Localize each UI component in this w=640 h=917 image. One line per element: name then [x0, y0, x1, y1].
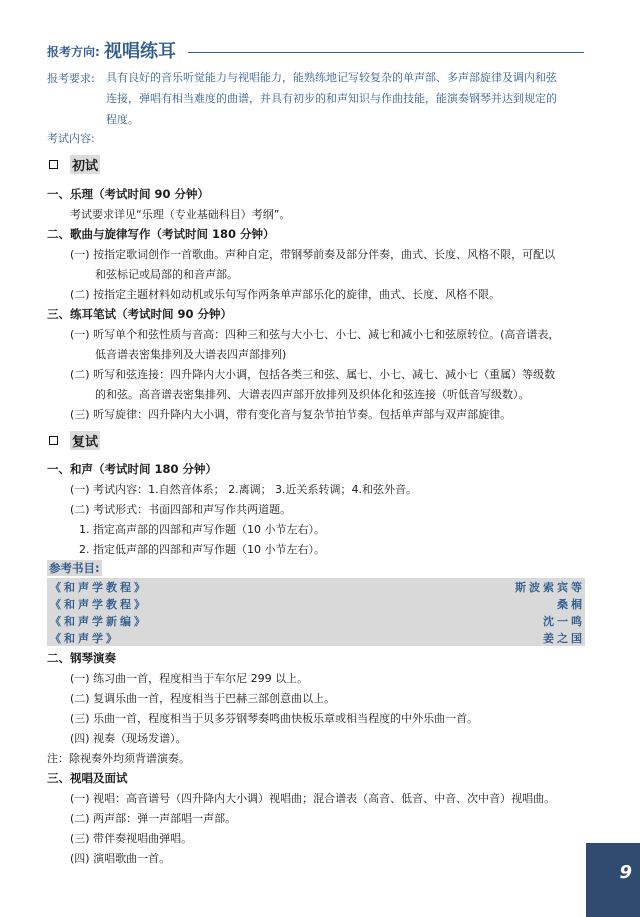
- reference-row: [47, 629, 585, 646]
- list-item: (二) 两声部：弹一声部唱一声部。: [70, 812, 237, 825]
- list-item: (一) 视唱：高音谱号（四升降内大小调）视唱曲；混合谱表（高音、低音、中音、次中音）视唱曲。: [70, 792, 556, 805]
- prelim-heading-2: 二、歌曲与旋律写作（考试时间 180 分钟）: [47, 227, 275, 241]
- header-rule: [188, 52, 584, 53]
- list-item: (四) 演唱歌曲一首。: [70, 852, 171, 865]
- page-number: 9: [619, 862, 632, 883]
- section-title-retest: 复试: [70, 431, 100, 450]
- retest-heading-2: 二、钢琴演奏: [47, 651, 116, 665]
- prelim-heading-3: 三、练耳笔试（考试时间 90 分钟）: [47, 307, 233, 321]
- list-item: (一) 考试内容：1.自然音体系； 2.离调； 3.近关系转调；4.和弦外音。: [70, 483, 418, 496]
- list-item: 2. 指定低声部的四部和声写作题（10 小节左右）。: [79, 543, 325, 556]
- reference-row: [47, 578, 585, 595]
- list-item: 的和弦。高音谱表密集排列、大谱表四声部开放排列及织体化和弦连接（听低音写级数）。: [95, 388, 530, 401]
- requirements-line: 具有良好的音乐听觉能力与视唱能力，能熟练地记写较复杂的单声部、多声部旋律及调内和弦: [106, 71, 557, 84]
- page-title: 视唱练耳: [104, 41, 176, 62]
- retest-heading-1: 一、和声（考试时间 180 分钟）: [47, 462, 218, 476]
- list-item: (一) 按指定歌词创作一首歌曲。声种自定，带钢琴前奏及部分伴奏，曲式、长度、风格不限，可配以: [70, 248, 556, 261]
- list-item: (二) 按指定主题材料如动机或乐句写作两条单声部乐化的旋律，曲式、长度、风格不限。: [70, 288, 501, 301]
- checkbox-icon: [49, 436, 58, 445]
- book-author: 斯波索宾等: [515, 581, 585, 594]
- checkbox-icon: [49, 160, 58, 169]
- reference-row: [47, 612, 585, 629]
- book-author: 姜之国: [543, 632, 585, 645]
- reference-row: [47, 595, 585, 612]
- retest-heading-3: 三、视唱及面试: [47, 771, 128, 785]
- book-title: 《和声学新编》: [50, 615, 148, 628]
- section-title-prelim: 初试: [70, 155, 100, 174]
- references-label: 参考书目:: [49, 561, 100, 575]
- requirements-line: 程度。: [106, 113, 139, 126]
- book-author: 桑桐: [557, 598, 585, 611]
- list-item: (二) 考试形式：书面四部和声写作共两道题。: [70, 503, 292, 516]
- list-item: (四) 视奏（现场发谱）。: [70, 732, 187, 745]
- list-item: (二) 复调乐曲一首，程度相当于巴赫三部创意曲以上。: [70, 692, 336, 705]
- requirements-label: 报考要求:: [47, 72, 95, 85]
- book-author: 沈一鸣: [543, 615, 585, 628]
- requirements-line: 连接，弹唱有相当难度的曲谱，并具有初步的和声知识与作曲技能，能演奏钢琴并达到规定的: [106, 92, 557, 105]
- page-number-box: [586, 843, 640, 917]
- requirements-text: [106, 67, 586, 130]
- list-item: (三) 听写旋律：四升降内大小调，带有变化音与复杂节拍节奏。包括单声部与双声部旋律。: [70, 408, 512, 421]
- book-title: 《和声学》: [50, 632, 120, 645]
- list-item: (三) 乐曲一首，程度相当于贝多芬钢琴奏鸣曲快板乐章或相当程度的中外乐曲一首。: [70, 712, 479, 725]
- prelim-heading-1: 一、乐理（考试时间 90 分钟）: [47, 187, 210, 201]
- list-item: 1. 指定高声部的四部和声写作题（10 小节左右）。: [79, 523, 325, 536]
- list-item: (二) 听写和弦连接：四升降内大小调，包括各类三和弦、属七、小七、减七、减小七（重属）等级数: [70, 368, 556, 381]
- list-item: 低音谱表密集排列及大谱表四声部排列): [95, 348, 287, 361]
- note-text: 注：除视奏外均须背谱演奏。: [47, 752, 190, 765]
- book-title: 《和声学教程》: [50, 598, 148, 611]
- content-label: 考试内容:: [47, 132, 95, 145]
- list-item: 考试要求详见“乐理（专业基础科目）考纲”。: [70, 208, 291, 221]
- direction-label: 报考方向:: [47, 45, 100, 59]
- list-item: (一) 练习曲一首，程度相当于车尔尼 299 以上。: [70, 672, 309, 685]
- list-item: (三) 带伴奏视唱曲弹唱。: [70, 832, 193, 845]
- book-title: 《和声学教程》: [50, 581, 148, 594]
- list-item: 和弦标记或局部的和音声部。: [95, 268, 238, 281]
- list-item: (一) 听写单个和弦性质与音高：四种三和弦与大小七、小七、减七和减小七和弦原转位。(高音谱表，: [70, 328, 560, 341]
